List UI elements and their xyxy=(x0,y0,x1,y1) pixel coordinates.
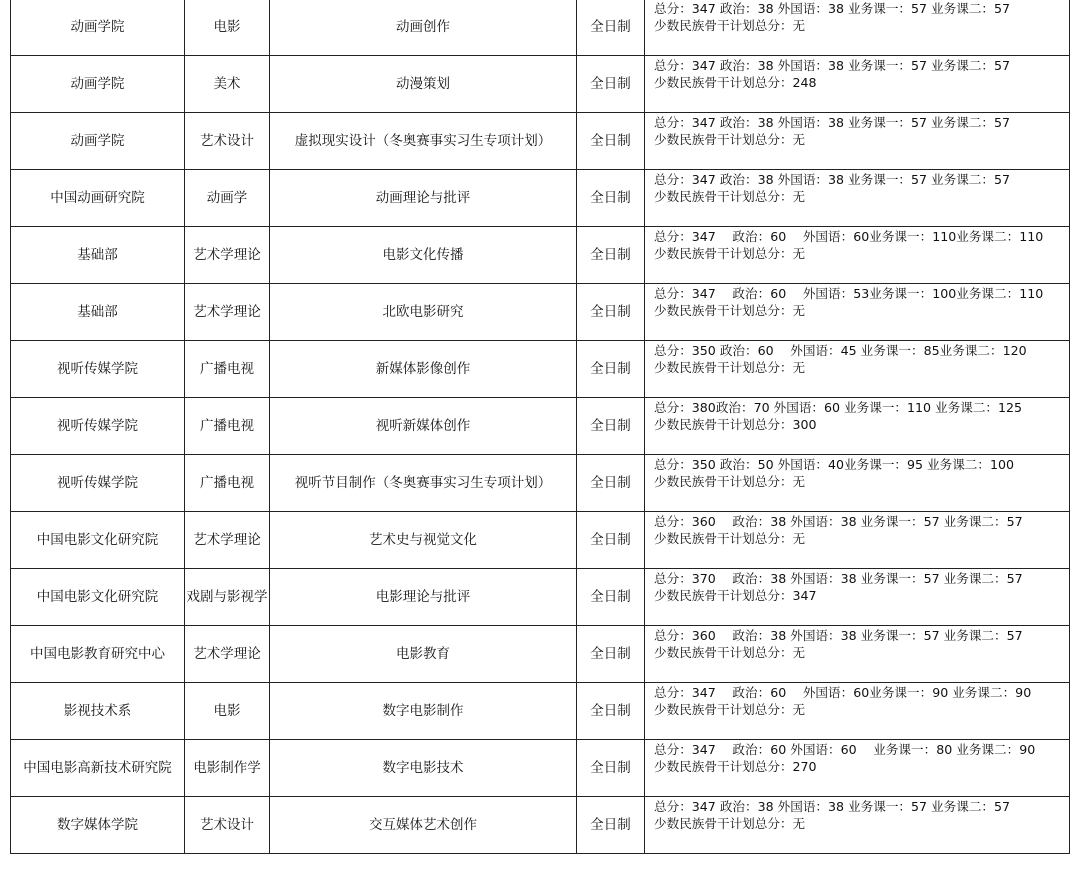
college-cell: 视听传媒学院 xyxy=(11,341,185,398)
college-cell: 中国电影教育研究中心 xyxy=(11,626,185,683)
minority-plan-score: 少数民族骨干计划总分：无 xyxy=(654,18,806,34)
table-row xyxy=(11,740,1070,797)
table-row xyxy=(11,512,1070,569)
score-requirements-cell xyxy=(645,341,1070,398)
study-mode-cell: 全日制 xyxy=(577,512,645,569)
discipline-cell: 电影 xyxy=(185,0,270,56)
minority-plan-score: 少数民族骨干计划总分：无 xyxy=(654,189,806,205)
direction-cell: 艺术史与视觉文化 xyxy=(270,512,577,569)
score-requirements-cell xyxy=(645,398,1070,455)
direction-cell: 电影理论与批评 xyxy=(270,569,577,626)
score-line: 总分：347 政治：38 外国语：38 业务课一：57 业务课二：57 xyxy=(654,115,1011,130)
score-requirements-cell xyxy=(645,56,1070,113)
score-requirements-cell xyxy=(645,113,1070,170)
college-cell: 动画学院 xyxy=(11,113,185,170)
score-requirements-cell xyxy=(645,797,1070,854)
discipline-cell: 艺术学理论 xyxy=(185,227,270,284)
score-line: 总分：347 政治：38 外国语：38 业务课一：57 业务课二：57 xyxy=(654,172,1011,187)
study-mode-cell: 全日制 xyxy=(577,0,645,56)
table-row xyxy=(11,341,1070,398)
minority-plan-score: 少数民族骨干计划总分：347 xyxy=(654,588,817,604)
score-line: 总分：347 政治：38 外国语：38 业务课一：57 业务课二：57 xyxy=(654,799,1011,814)
discipline-cell: 动画学 xyxy=(185,170,270,227)
direction-cell: 数字电影制作 xyxy=(270,683,577,740)
score-line: 总分：350 政治：60 外国语：45 业务课一：85业务课二：120 xyxy=(654,343,1027,358)
college-cell: 影视技术系 xyxy=(11,683,185,740)
direction-cell: 动漫策划 xyxy=(270,56,577,113)
discipline-cell: 广播电视 xyxy=(185,398,270,455)
study-mode-cell: 全日制 xyxy=(577,626,645,683)
minority-plan-score: 少数民族骨干计划总分：无 xyxy=(654,360,806,376)
minority-plan-score: 少数民族骨干计划总分：248 xyxy=(654,75,817,91)
study-mode-cell: 全日制 xyxy=(577,56,645,113)
direction-cell: 动画创作 xyxy=(270,0,577,56)
table-row xyxy=(11,455,1070,512)
discipline-cell: 艺术学理论 xyxy=(185,626,270,683)
table-row xyxy=(11,398,1070,455)
score-line: 总分：360 政治：38 外国语：38 业务课一：57 业务课二：57 xyxy=(654,514,1023,529)
college-cell: 中国电影文化研究院 xyxy=(11,569,185,626)
score-line: 总分：347 政治：38 外国语：38 业务课一：57 业务课二：57 xyxy=(654,58,1011,73)
discipline-cell: 艺术设计 xyxy=(185,113,270,170)
minority-plan-score: 少数民族骨干计划总分：无 xyxy=(654,303,806,319)
direction-cell: 视听节目制作（冬奥赛事实习生专项计划） xyxy=(270,455,577,512)
study-mode-cell: 全日制 xyxy=(577,227,645,284)
direction-cell: 北欧电影研究 xyxy=(270,284,577,341)
minority-plan-score: 少数民族骨干计划总分：270 xyxy=(654,759,817,775)
direction-cell: 交互媒体艺术创作 xyxy=(270,797,577,854)
study-mode-cell: 全日制 xyxy=(577,740,645,797)
college-cell: 中国电影高新技术研究院 xyxy=(11,740,185,797)
minority-plan-score: 少数民族骨干计划总分：无 xyxy=(654,246,806,262)
college-cell: 数字媒体学院 xyxy=(11,797,185,854)
college-cell: 基础部 xyxy=(11,284,185,341)
direction-cell: 电影文化传播 xyxy=(270,227,577,284)
score-line: 总分：347 政治：60 外国语：60 业务课一：80 业务课二：90 xyxy=(654,742,1036,757)
minority-plan-score: 少数民族骨干计划总分：无 xyxy=(654,702,806,718)
study-mode-cell: 全日制 xyxy=(577,797,645,854)
table-row xyxy=(11,56,1070,113)
direction-cell: 虚拟现实设计（冬奥赛事实习生专项计划） xyxy=(270,113,577,170)
table-row xyxy=(11,227,1070,284)
score-line: 总分：347 政治：60 外国语：53业务课一：100业务课二：110 xyxy=(654,286,1044,301)
study-mode-cell: 全日制 xyxy=(577,569,645,626)
direction-cell: 数字电影技术 xyxy=(270,740,577,797)
score-requirements-cell xyxy=(645,683,1070,740)
study-mode-cell: 全日制 xyxy=(577,170,645,227)
table-row xyxy=(11,569,1070,626)
score-requirements-cell xyxy=(645,626,1070,683)
score-requirements-cell xyxy=(645,740,1070,797)
table-row xyxy=(11,284,1070,341)
study-mode-cell: 全日制 xyxy=(577,683,645,740)
table-row xyxy=(11,683,1070,740)
college-cell: 视听传媒学院 xyxy=(11,455,185,512)
table-row xyxy=(11,170,1070,227)
college-cell: 中国动画研究院 xyxy=(11,170,185,227)
score-line: 总分：360 政治：38 外国语：38 业务课一：57 业务课二：57 xyxy=(654,628,1023,643)
table-row xyxy=(11,797,1070,854)
minority-plan-score: 少数民族骨干计划总分：无 xyxy=(654,645,806,661)
minority-plan-score: 少数民族骨干计划总分：无 xyxy=(654,531,806,547)
discipline-cell: 广播电视 xyxy=(185,341,270,398)
study-mode-cell: 全日制 xyxy=(577,341,645,398)
discipline-cell: 电影制作学 xyxy=(185,740,270,797)
score-requirements-cell xyxy=(645,284,1070,341)
score-line: 总分：347 政治：38 外国语：38 业务课一：57 业务课二：57 xyxy=(654,1,1011,16)
score-line: 总分：347 政治：60 外国语：60业务课一：90 业务课二：90 xyxy=(654,685,1032,700)
score-line: 总分：350 政治：50 外国语：40业务课一：95 业务课二：100 xyxy=(654,457,1015,472)
college-cell: 基础部 xyxy=(11,227,185,284)
score-table-body xyxy=(11,0,1070,854)
score-requirements-cell xyxy=(645,170,1070,227)
score-requirements-cell xyxy=(645,512,1070,569)
minority-plan-score: 少数民族骨干计划总分：无 xyxy=(654,132,806,148)
discipline-cell: 美术 xyxy=(185,56,270,113)
minority-plan-score: 少数民族骨干计划总分：300 xyxy=(654,417,817,433)
direction-cell: 新媒体影像创作 xyxy=(270,341,577,398)
college-cell: 动画学院 xyxy=(11,0,185,56)
discipline-cell: 广播电视 xyxy=(185,455,270,512)
score-line: 总分：380政治：70 外国语：60 业务课一：110 业务课二：125 xyxy=(654,400,1023,415)
discipline-cell: 艺术学理论 xyxy=(185,512,270,569)
score-requirements-cell xyxy=(645,0,1070,56)
discipline-cell: 艺术学理论 xyxy=(185,284,270,341)
college-cell: 视听传媒学院 xyxy=(11,398,185,455)
minority-plan-score: 少数民族骨干计划总分：无 xyxy=(654,474,806,490)
score-requirements-cell xyxy=(645,227,1070,284)
discipline-cell: 艺术设计 xyxy=(185,797,270,854)
minority-plan-score: 少数民族骨干计划总分：无 xyxy=(654,816,806,832)
direction-cell: 电影教育 xyxy=(270,626,577,683)
table-row xyxy=(11,0,1070,56)
discipline-cell: 电影 xyxy=(185,683,270,740)
score-requirements-cell xyxy=(645,455,1070,512)
discipline-cell: 戏剧与影视学 xyxy=(185,569,270,626)
college-cell: 动画学院 xyxy=(11,56,185,113)
table-row xyxy=(11,113,1070,170)
score-table xyxy=(10,0,1070,854)
study-mode-cell: 全日制 xyxy=(577,113,645,170)
direction-cell: 动画理论与批评 xyxy=(270,170,577,227)
study-mode-cell: 全日制 xyxy=(577,284,645,341)
score-line: 总分：370 政治：38 外国语：38 业务课一：57 业务课二：57 xyxy=(654,571,1023,586)
score-requirements-cell xyxy=(645,569,1070,626)
table-row xyxy=(11,626,1070,683)
study-mode-cell: 全日制 xyxy=(577,455,645,512)
study-mode-cell: 全日制 xyxy=(577,398,645,455)
score-line: 总分：347 政治：60 外国语：60业务课一：110业务课二：110 xyxy=(654,229,1044,244)
college-cell: 中国电影文化研究院 xyxy=(11,512,185,569)
direction-cell: 视听新媒体创作 xyxy=(270,398,577,455)
